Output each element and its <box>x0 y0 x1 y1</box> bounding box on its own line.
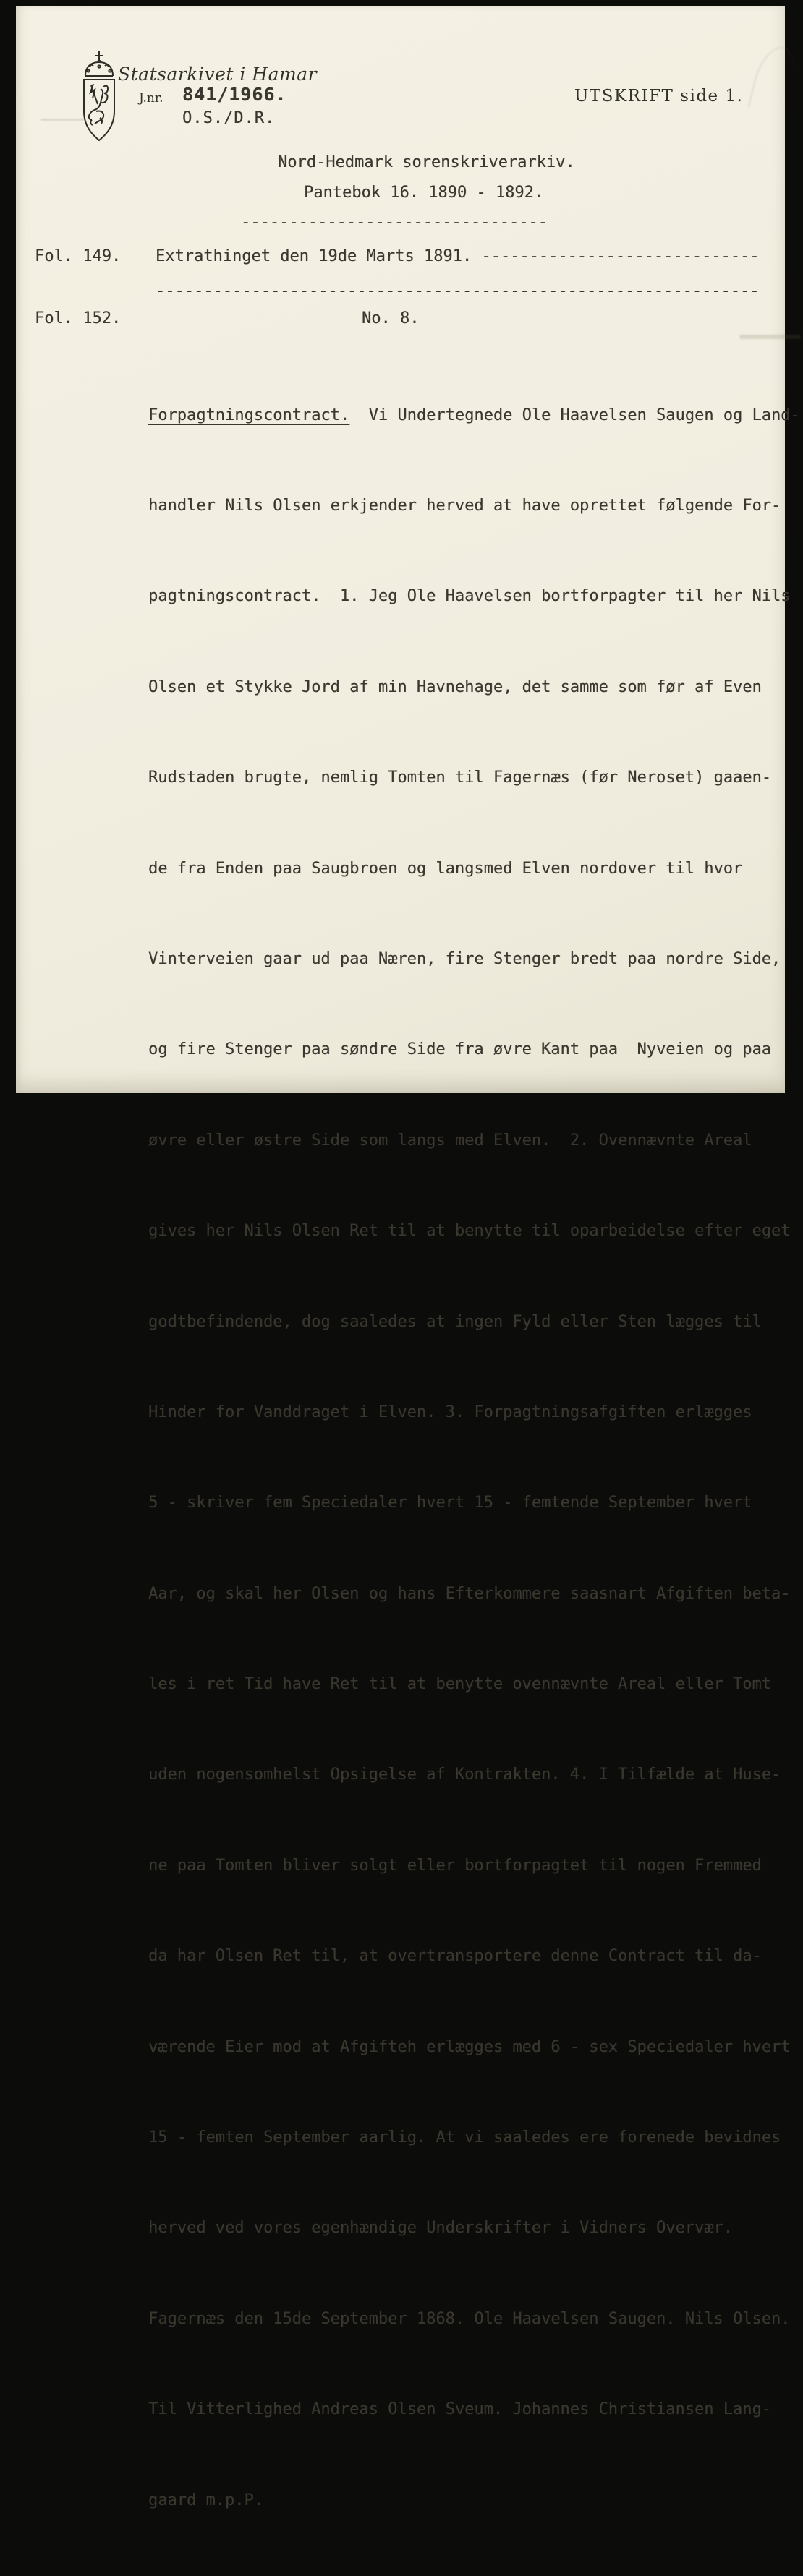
body-line: 15 - femten September aarlig. At vi saaledes ere forenede bevidnes <box>148 2128 781 2147</box>
section-separator-dashes: --------------------------------------------------------------- <box>156 282 760 300</box>
body-line: Aar, og skal her Olsen og hans Efterkommere saasnart Afgiften beta- <box>148 1584 791 1603</box>
body-line: Vinterveien gaar ud paa Næren, fire Stenger bredt paa nordre Side, <box>148 949 781 968</box>
body-line: pagtningscontract. 1. Jeg Ole Haavelsen bortforpagter til her Nils <box>148 587 791 606</box>
body-line: da har Olsen Ret til, at overtransportere denne Contract til da- <box>148 1947 762 1966</box>
paper-page <box>16 6 800 2509</box>
body-line: herved ved vores egenhændige Underskrifter i Vidners Overvær. <box>148 2219 733 2238</box>
body-line: Fagernæs den 15de September 1868. Ole Haavelsen Saugen. Nils Olsen. <box>148 2309 791 2328</box>
folio-number-149: Fol. 149. <box>35 247 122 265</box>
reference-initials: O.S./D.R. <box>182 109 276 127</box>
body-line: ne paa Tomten bliver solgt eller bortforpagtet til nogen Fremmed <box>148 1856 762 1875</box>
body-line <box>148 401 799 431</box>
body-line: Rudstaden brugte, nemlig Tomten til Fagernæs (før Neroset) gaaen- <box>148 769 771 787</box>
record-number-heading: No. 8. <box>362 309 420 328</box>
journal-number: 841/1966. <box>182 84 287 105</box>
contract-body <box>148 340 799 2576</box>
folio-149-entry: Extrathinget den 19de Marts 1891. ----------------------------- <box>156 247 760 265</box>
pencil-smudge <box>748 43 798 116</box>
body-line: Til Vitterlighed Andreas Olsen Sveum. Johannes Christiansen Lang- <box>148 2400 771 2419</box>
body-line: uden nogensomhelst Opsigelse af Kontrakten. 4. I Tilfælde at Huse- <box>148 1766 781 1784</box>
transcript-page-label: UTSKRIFT side 1. <box>574 87 744 106</box>
body-line: de fra Enden paa Saugbroen og langsmed Elven nordover til hvor <box>148 859 743 878</box>
norwegian-coat-of-arms-icon <box>76 49 122 152</box>
body-line: les i ret Tid have Ret til at benytte ovennævnte Areal eller Tomt <box>148 1675 771 1694</box>
body-line: og fire Stenger paa søndre Side fra øvre Kant paa Nyveien og paa <box>148 1040 771 1059</box>
body-line: godtbefindende, dog saaledes at ingen Fyld eller Sten lægges til <box>148 1312 762 1331</box>
journal-number-label: J.nr. <box>139 91 163 106</box>
body-line: handler Nils Olsen erkjender herved at have oprettet følgende For- <box>148 496 781 515</box>
document-subtitle: Pantebok 16. 1890 - 1892. <box>304 184 544 202</box>
body-line: Hinder for Vanddraget i Elven. 3. Forpagtningsafgiften erlægges <box>148 1403 752 1421</box>
title-separator-dashes: -------------------------------- <box>241 213 548 231</box>
archive-name: Statsarkivet i Hamar <box>118 64 318 85</box>
pencil-smudge <box>739 335 801 339</box>
contract-heading: Forpagtningscontract. <box>148 406 350 424</box>
body-line: værende Eier mod at Afgifteh erlægges med 6 - sex Speciedaler hvert <box>148 2037 791 2056</box>
body-line: gaard m.p.P. <box>148 2491 263 2509</box>
body-line: gives her Nils Olsen Ret til at benytte til oparbeidelse efter eget <box>148 1222 791 1241</box>
body-line-text: Vi Undertegnede Ole Haavelsen Saugen og Land- <box>349 406 800 424</box>
body-line: øvre eller østre Side som langs med Elven. 2. Ovennævnte Areal <box>148 1131 752 1150</box>
pencil-smudge <box>41 119 84 121</box>
folio-number-152: Fol. 152. <box>35 309 122 328</box>
document-title: Nord-Hedmark sorenskriverarkiv. <box>278 153 575 171</box>
body-line: Olsen et Stykke Jord af min Havnehage, det samme som før af Even <box>148 677 762 696</box>
body-line: 5 - skriver fem Speciedaler hvert 15 - femtende September hvert <box>148 1494 752 1512</box>
